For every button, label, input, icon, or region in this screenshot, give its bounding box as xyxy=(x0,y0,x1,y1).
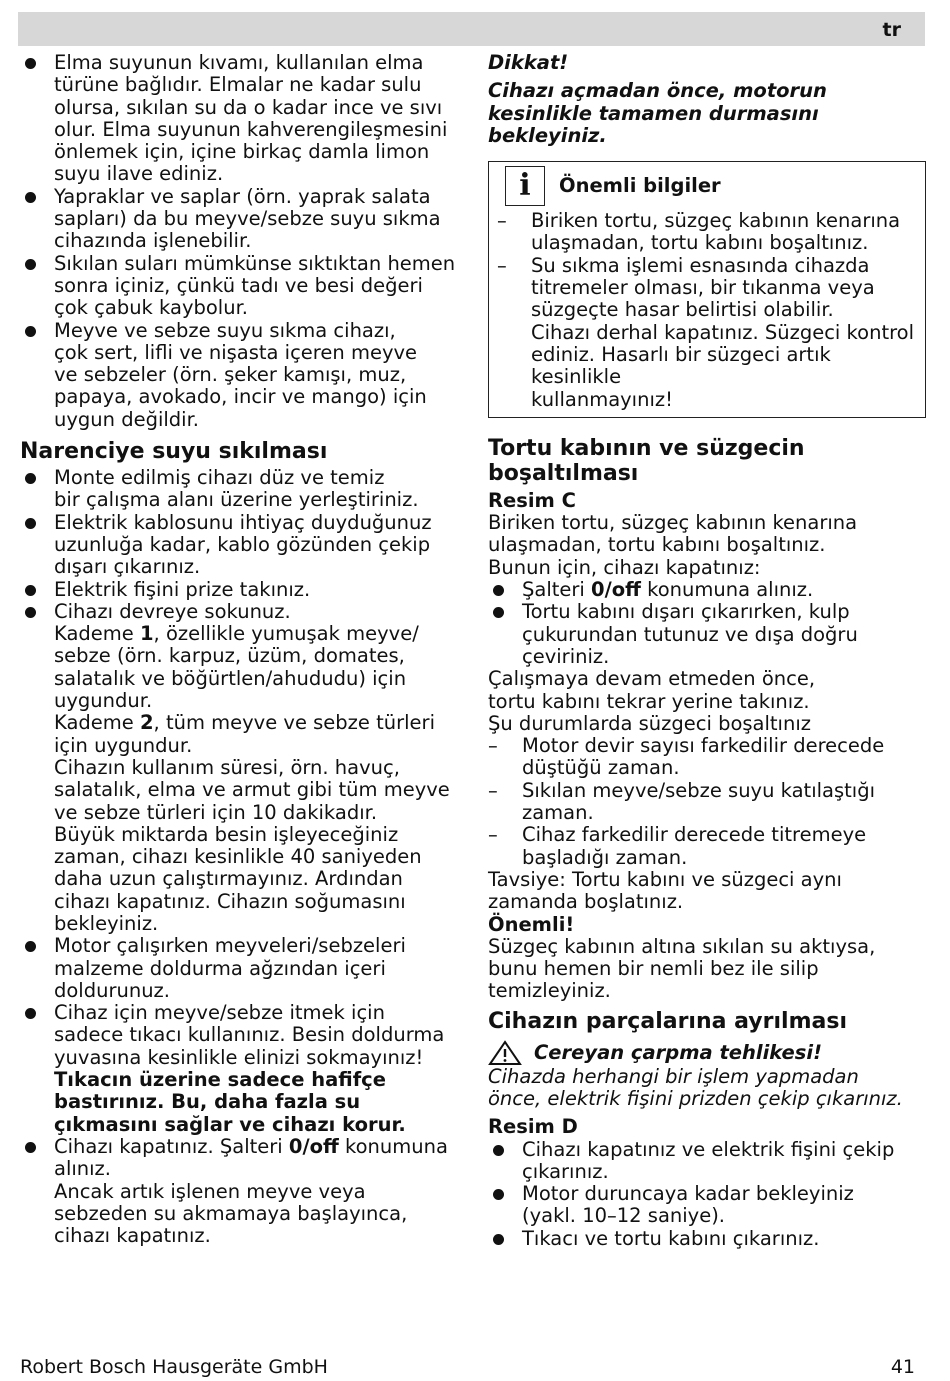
section-heading-citrus: Narenciye suyu sıkılması xyxy=(20,439,328,465)
important-text: Süzgeç kabının altına sıkılan su aktıysa, bunu hemen bir nemli bez ile silip temizleyiniz. xyxy=(488,934,876,1003)
bullet-icon xyxy=(493,607,504,618)
switch-off-label: 0/off xyxy=(288,1134,339,1158)
list-item: Motor duruncaya kadar bekleyiniz (yakl. 10–12 saniye). xyxy=(488,1183,928,1228)
right-column xyxy=(488,52,928,1250)
intro-list xyxy=(20,52,470,431)
left-column xyxy=(20,52,470,1247)
speed-level-1: 1 xyxy=(139,622,154,646)
list-item: Şalteri 0/off konumuna alınız. xyxy=(488,579,928,601)
speed-level-2: 2 xyxy=(139,711,154,735)
list-item: Elma suyunun kıvamı, kullanılan elma türüne bağlıdır. Elmalar ne kadar sulu olursa, sıkılan su da o kadar ince ve sıvı olur. Elma suyunun kahverengileşmesini önlemek için, içine birkaç damla limon suyu ilave ediniz. xyxy=(20,52,470,186)
list-item: Cihazı devreye sokunuz. Kademe 1, özellikle yumuşak meyve/ sebze (örn. karpuz, üzüm, domates, salatalık ve böğürtlen/ahududu) için uygundur. Kademe 2, tüm meyve ve sebze türleri için uygundur. Cihazın kullanım süresi, örn. havuç, salatalık, elma ve armut gibi tüm meyve ve sebze türleri için 10 dakikadır. Büyük miktarda besin işleyeceğiniz zaman, cihazı kesinlikle 40 saniyeden daha uzun çalıştırmayınız. Ardından cihazı kapatınız. Cihazın soğumasını bekleyiniz. xyxy=(20,601,470,935)
list-item: Motor çalışırken meyveleri/sebzeleri malzeme doldurma ağzından içeri doldurunuz. xyxy=(20,935,470,1002)
list-item: – Sıkılan meyve/sebze suyu katılaştığı zaman. xyxy=(488,778,875,825)
list-item: Tortu kabını dışarı çıkarırken, kulp çukurundan tutunuz ve dışa doğru çeviriniz. xyxy=(488,601,928,668)
bullet-icon xyxy=(493,1145,504,1156)
emptying-text: Biriken tortu, süzgeç kabının kenarına ulaşmadan, tortu kabını boşaltınız. Bunun için, cihazı kapatınız: xyxy=(488,511,858,579)
list-item: Meyve ve sebze suyu sıkma cihazı, çok sert, lifli ve nişasta içeren meyve ve sebzeler (örn. şeker kamışı, muz, papaya, avokado, incir ve mango) için uygun değildir. xyxy=(20,320,470,431)
list-item: – Cihaz farkedilir derecede titremeye başladığı zaman. xyxy=(488,823,867,869)
list-item: Yapraklar ve saplar (örn. yaprak salata sapları) da bu meyve/sebze suyu sıkma cihazında işlenebilir. xyxy=(20,186,470,253)
section-heading-disassembly: Cihazın parçalarına ayrılması xyxy=(488,1008,847,1034)
bullet-icon xyxy=(25,1008,36,1019)
header-bar xyxy=(18,12,925,46)
list-item: Elektrik fişini prize takınız. xyxy=(20,579,470,601)
bullet-icon xyxy=(25,518,36,529)
shock-warning xyxy=(488,1040,928,1066)
bullet-icon xyxy=(25,585,36,596)
continue-text: Çalışmaya devam etmeden önce, tortu kabını tekrar yerine takınız. xyxy=(488,667,816,713)
list-item: – Motor devir sayısı farkedilir derecede düştüğü zaman. xyxy=(488,734,885,780)
bullet-icon xyxy=(25,941,36,952)
shock-warning-title: Cereyan çarpma tehlikesi! xyxy=(534,1040,822,1064)
figure-ref-c: Resim C xyxy=(488,488,576,512)
list-item: Tıkacı ve tortu kabını çıkarınız. xyxy=(488,1228,928,1250)
info-box xyxy=(488,161,926,418)
info-item: – Biriken tortu, süzgeç kabının kenarına ulaşmadan, tortu kabını boşaltınız. xyxy=(497,209,901,255)
bullet-icon xyxy=(25,58,36,69)
caution-text: Cihazı açmadan önce, motorun kesinlikle tamamen durmasını bekleyiniz. xyxy=(488,79,827,147)
figure-ref-d: Resim D xyxy=(488,1115,578,1139)
footer xyxy=(20,1356,915,1378)
page-number: 41 xyxy=(890,1356,915,1378)
switch-off-label: 0/off xyxy=(591,578,641,602)
bullet-icon xyxy=(25,192,36,203)
list-item: Monte edilmiş cihazı düz ve temiz bir çalışma alanı üzerine yerleştiriniz. xyxy=(20,467,470,512)
company-name: Robert Bosch Hausgeräte GmbH xyxy=(20,1356,328,1378)
list-item: Cihazı kapatınız. Şalteri 0/off konumuna alınız. Ancak artık işlenen meyve veya sebzeden su akmamaya başlayınca, cihazı kapatınız. xyxy=(20,1136,470,1247)
tip-text: Tavsiye: Tortu kabını ve süzgeci aynı zamanda boşlatınız. xyxy=(488,867,842,914)
list-item: Cihaz için meyve/sebze itmek için sadece tıkacı kullanınız. Besin doldurma yuvasına kesinlikle elinizi sokmayınız! Tıkacın üzerine sadece hafifçe bastırınız. Bu, daha fazla su çıkmasını sağlar ve cihazı korur. xyxy=(20,1002,470,1136)
bullet-icon xyxy=(25,1142,36,1153)
caution-title: Dikkat! xyxy=(488,51,569,74)
warning-triangle-icon xyxy=(488,1040,522,1066)
list-item: Cihazı kapatınız ve elektrik fişini çekip çıkarınız. xyxy=(488,1139,928,1184)
bullet-icon xyxy=(25,326,36,337)
info-item: – Su sıkma işlemi esnasında cihazda titremeler olması, bir tıkanma veya süzgeçte hasar belirtisi olabilir. Cihazı derhal kapatınız. Süzgeci kontrol ediniz. Hasarlı bir süzgeci artık kesinlikle kullanmayınız! xyxy=(497,253,915,411)
list-item: Sıkılan suları mümkünse sıktıktan hemen sonra içiniz, çünkü tadı ve besi değeri çok çabuk kaybolur. xyxy=(20,253,470,320)
info-icon: i xyxy=(505,166,545,206)
bullet-icon xyxy=(25,473,36,484)
bullet-icon xyxy=(25,259,36,270)
important-title: Önemli! xyxy=(488,912,575,936)
bullet-icon xyxy=(493,1189,504,1200)
language-code: tr xyxy=(882,19,901,41)
bullet-icon xyxy=(493,1234,504,1245)
list-item: Elektrik kablosunu ihtiyaç duyduğunuz uzunluğa kadar, kablo gözünden çekip dışarı çıkarınız. xyxy=(20,512,470,579)
info-title: Önemli bilgiler xyxy=(559,174,721,198)
bullet-icon xyxy=(25,607,36,618)
bullet-icon xyxy=(493,585,504,596)
section-heading-emptying: Tortu kabının ve süzgecin boşaltılması xyxy=(488,435,805,486)
when-text: Şu durumlarda süzgeci boşaltınız xyxy=(488,711,811,735)
shock-text: Cihazda herhangi bir işlem yapmadan önce, elektrik fişini prizden çekip çıkarınız. xyxy=(488,1064,903,1110)
